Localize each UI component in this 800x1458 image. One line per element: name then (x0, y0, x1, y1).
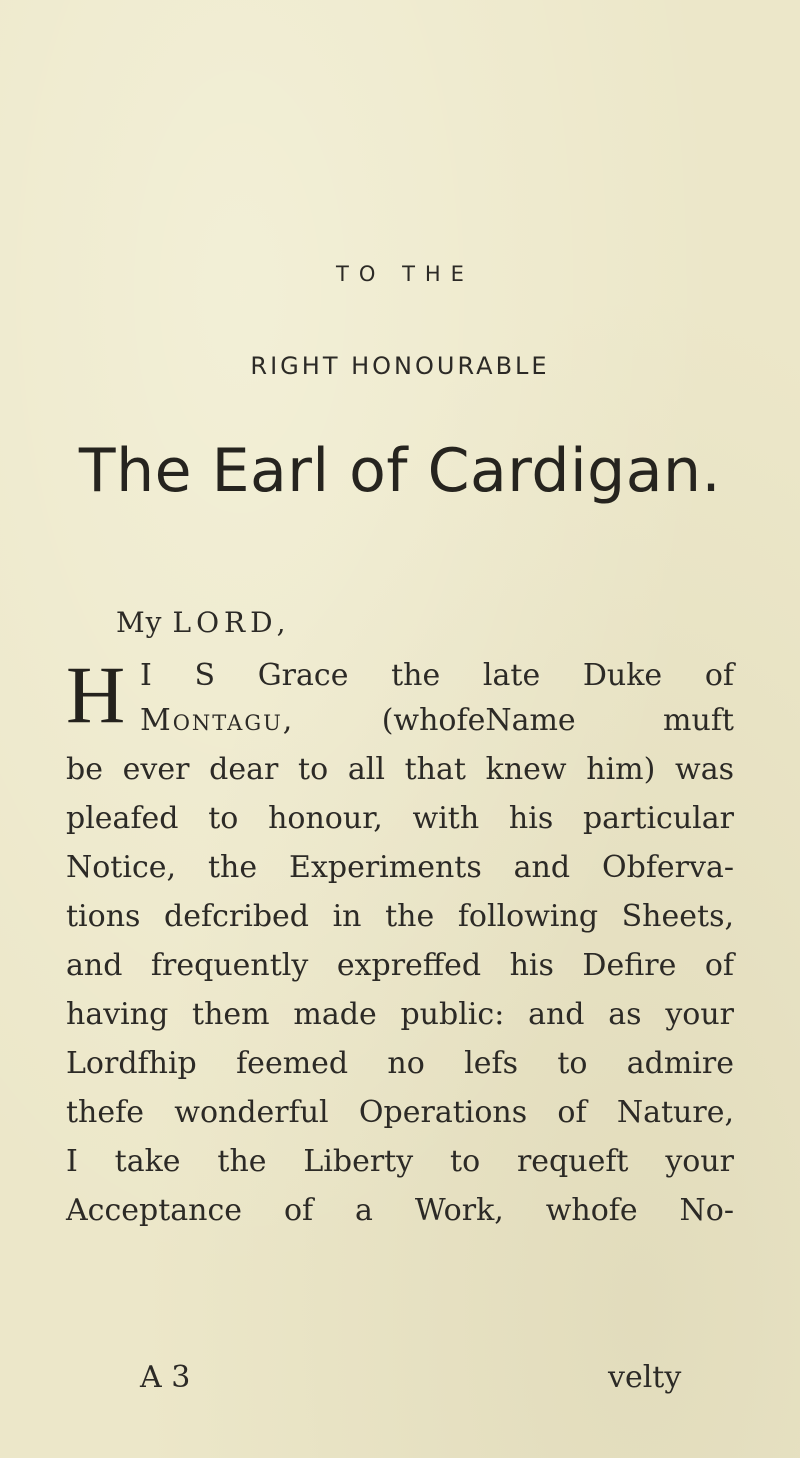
body-line-4: pleafed to honour, with his particular (66, 801, 734, 836)
body-line-2-rest: (whofeName muft (381, 703, 734, 738)
salutation (116, 606, 290, 639)
catchword: velty (608, 1360, 682, 1395)
body-line-7: and frequently expreffed his Defire of (66, 948, 734, 983)
body-line-5: Notice, the Experiments and Obferva- (66, 850, 734, 885)
salutation-my: My (116, 606, 163, 639)
body-line-3: be ever dear to all that knew him) was (66, 752, 734, 787)
body-line-1: I S Grace the late Duke of (140, 658, 734, 693)
body-line-2 (140, 703, 734, 739)
body-line-6: tions defcribed in the following Sheets, (66, 899, 734, 934)
dedication-to-the: TO THE (336, 262, 474, 286)
body-line-8: having them made public: and as your (66, 997, 734, 1032)
body-line-9: Lordfhip feemed no lefs to admire (66, 1046, 734, 1081)
dedication-title: The Earl of Cardigan. (78, 436, 722, 506)
drop-cap: H (66, 649, 126, 740)
body-line-11: I take the Liberty to requeft your (66, 1144, 734, 1179)
body-line-12: Acceptance of a Work, whofe No- (66, 1193, 734, 1228)
page-signature: A 3 (140, 1360, 191, 1395)
body-line-10: thefe wonderful Operations of Nature, (66, 1095, 734, 1130)
dedication-honorific: RIGHT HONOURABLE (250, 352, 550, 380)
salutation-lord: LORD, (172, 606, 291, 639)
body-line-2-name: Montagu, (140, 703, 295, 738)
